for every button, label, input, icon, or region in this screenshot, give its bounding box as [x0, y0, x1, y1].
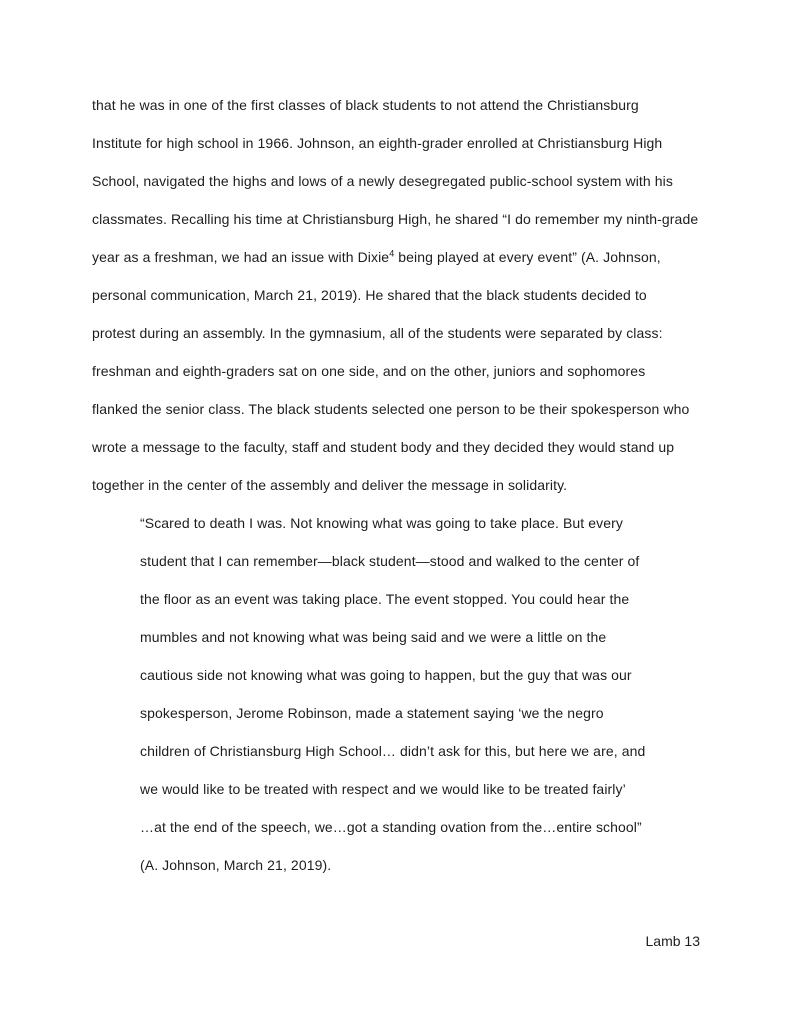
block-quote-line: children of Christiansburg High School… didn’t ask for this, but here we are, and [140, 743, 646, 759]
paragraph-line: flanked the senior class. The black students selected one person to be their spokesperson who [92, 401, 690, 417]
block-quote-line: “Scared to death I was. Not knowing what was going to take place. But every [140, 515, 623, 531]
paragraph-line: together in the center of the assembly and deliver the message in solidarity. [92, 477, 568, 493]
paragraph-line: protest during an assembly. In the gymnasium, all of the students were separated by class: [92, 325, 663, 341]
block-quote-line: we would like to be treated with respect and we would like to be treated fairly’ [140, 781, 626, 797]
paragraph-line: classmates. Recalling his time at Christiansburg High, he shared “I do remember my ninth-grade [92, 211, 699, 227]
paragraph-line-with-footnote [92, 238, 708, 276]
block-quote-line: …at the end of the speech, we…got a standing ovation from the…entire school” [140, 819, 642, 835]
block-quote-line: spokesperson, Jerome Robinson, made a statement saying ‘we the negro [140, 705, 604, 721]
block-quote-line: the floor as an event was taking place. The event stopped. You could hear the [140, 591, 630, 607]
block-quote-line: cautious side not knowing what was going to happen, but the guy that was our [140, 667, 632, 683]
block-quote-line: (A. Johnson, March 21, 2019). [140, 857, 332, 873]
paragraph-line: personal communication, March 21, 2019). He shared that the black students decided to [92, 287, 647, 303]
paragraph-text: year as a freshman, we had an issue with Dixie [92, 249, 390, 265]
document-body [92, 86, 708, 884]
footnote-reference: 4 [389, 248, 395, 259]
paragraph-line: freshman and eighth-graders sat on one side, and on the other, juniors and sophomores [92, 363, 646, 379]
block-quote-line: student that I can remember—black student—stood and walked to the center of [140, 553, 640, 569]
block-quote-line: mumbles and not knowing what was being said and we were a little on the [140, 629, 607, 645]
paragraph-line: wrote a message to the faculty, staff and student body and they decided they would stand up [92, 439, 675, 455]
paragraph-line: that he was in one of the first classes of black students to not attend the Christiansburg [92, 97, 639, 113]
paragraph-line: Institute for high school in 1966. Johnson, an eighth-grader enrolled at Christiansburg High [92, 135, 663, 151]
paragraph-line: School, navigated the highs and lows of a newly desegregated public-school system with his [92, 173, 673, 189]
paragraph-text: being played at every event” (A. Johnson, [394, 249, 661, 265]
page-number: Lamb 13 [645, 933, 700, 949]
